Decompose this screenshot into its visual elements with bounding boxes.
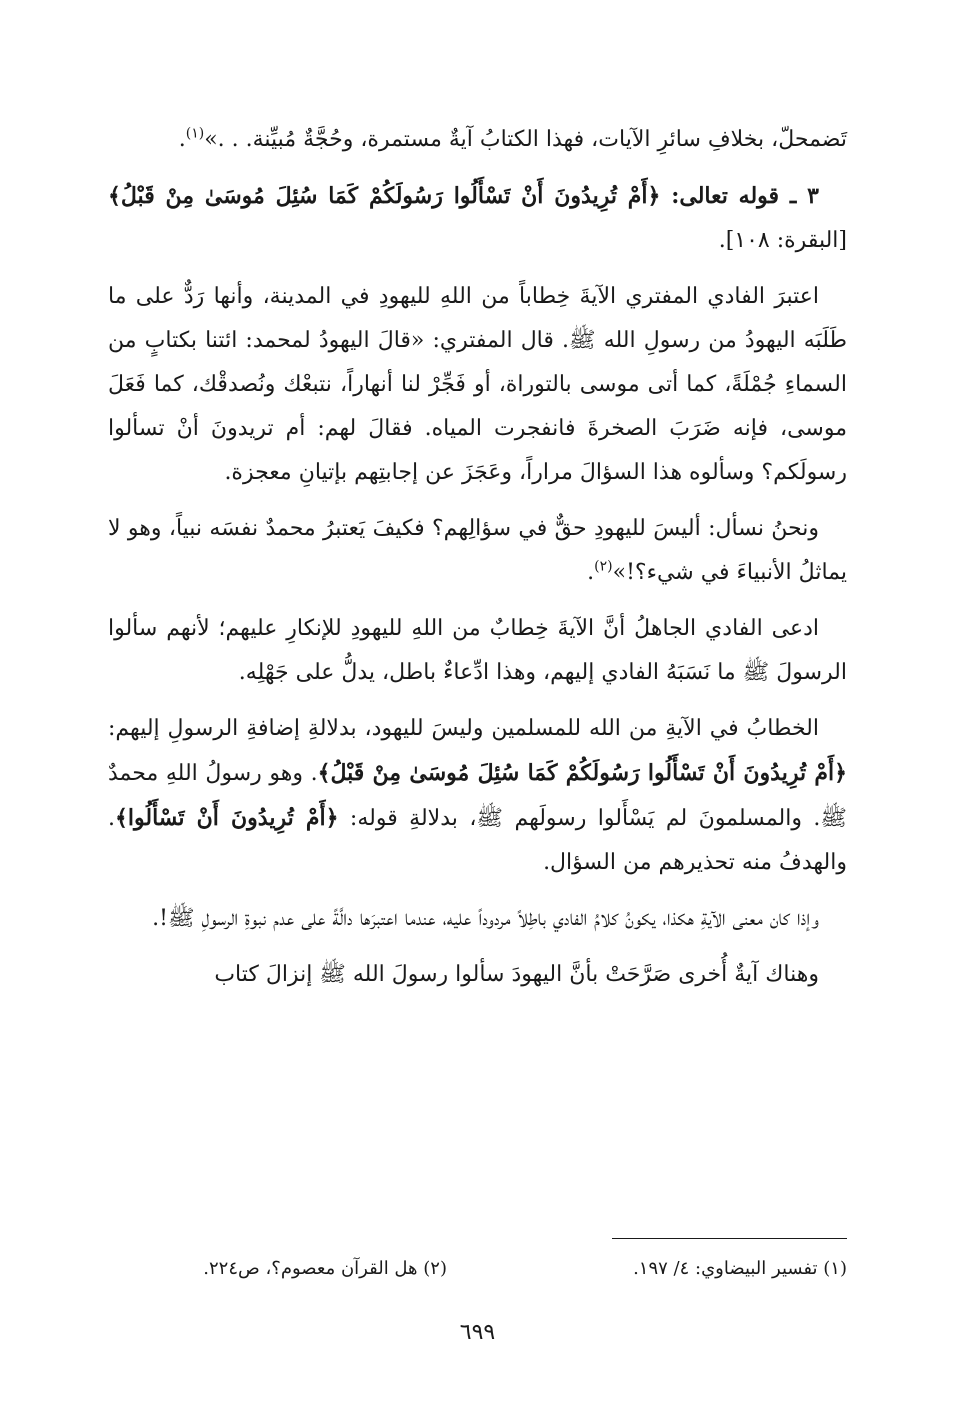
page-body bbox=[108, 118, 847, 1009]
paragraph-6 bbox=[108, 707, 847, 885]
paragraph-4-text: ونحنُ نسأل: أليسَ لليهودِ حقٌّ في سؤالِهم؟ فكيفَ يَعتبرُ محمدٌ نفسَه نبياً، وهو لا يماثلُ الأنبياءَ في شيء؟!» bbox=[108, 516, 847, 585]
paragraph-3: اعتبرَ الفادي المفتري الآيةَ خِطاباً من اللهِ لليهودِ في المدينة، وأنها رَدٌّ على ما طَلَبَه اليهودُ من رسولِ الله ﷺ. قال المفتري: «قالَ اليهودُ لمحمد: ائتنا بكتابٍ من السماءِ جُمْلَةً، كما أتى موسى بالتوراة، أو فَجِّرْ لنا أنهاراً، نتبعْك ونُصدقْك، كما فَعَلَ موسى، فإنه ضَرَبَ الصخرةَ فانفجرت المياه. فقالَ لهم: أم تريدونَ أنْ تسألوا رسولَكم؟ وسألوه هذا السؤالَ مراراً، وعَجَزَ عن إجابتِهم بإتيانِ معجزة. bbox=[108, 284, 847, 485]
footnote-marker-1: (١) bbox=[185, 125, 205, 142]
paragraph-6-lead: الخطابُ في الآيةِ من الله للمسلمين وليسَ لليهود، بدلالةِ إضافةِ الرسولِ إليهم: bbox=[108, 716, 819, 741]
paragraph-4 bbox=[108, 507, 847, 595]
paragraph-6-mid: . وهو رسولُ اللهِ محمدٌ ﷺ. والمسلمونَ لم يَسْأَلوا رسولَهم ﷺ، بدلالةِ قوله: bbox=[108, 761, 847, 831]
quran-verse: ﴿أَمْ تُرِيدُونَ أَنْ تَسْأَلُوا رَسُولَكُمْ كَمَا سُئِلَ مُوسَىٰ مِنْ قَبْلُ﴾ bbox=[108, 183, 661, 209]
verse-reference: [البقرة: ١٠٨]. bbox=[718, 228, 847, 253]
paragraph-7: وإذا كان معنى الآيةِ هكذا، يكونُ كلامُ الفادي باطِلاً مردوداً عليه، عندما اعتبرَها دالَّةً على عدم نبوةِ الرسولِ ﷺ!. bbox=[152, 906, 819, 931]
footnote-marker-2: (٢) bbox=[594, 558, 613, 575]
quran-verse-2: ﴿أَمْ تُرِيدُونَ أَنْ تَسْأَلُوا رَسُولَكُمْ كَمَا سُئِلَ مُوسَىٰ مِنْ قَبْلُ﴾ bbox=[317, 760, 848, 786]
quran-verse-3: ﴿أَمْ تُرِيدُونَ أَنْ تَسْأَلُوا﴾ bbox=[115, 805, 339, 831]
page-number: ٦٩٩ bbox=[459, 1320, 496, 1345]
footnotes bbox=[108, 1258, 847, 1288]
paragraph-1-text: تَضمحلّ، بخلافِ سائرِ الآيات، فهذا الكتابُ آيةٌ مستمرة، وحُجَّةٌ مُبيِّنة. . .» bbox=[204, 127, 847, 152]
paragraph-5: ادعى الفادي الجاهلُ أنَّ الآيةَ خِطابٌ من اللهِ لليهودِ للإنكارِ عليهم؛ لأنهم سألوا الرسولَ ﷺ ما نَسَبَهُ الفادي إليهم، وهذا ادِّعاءٌ باطل، يدلُّ على جَهْلِه. bbox=[108, 616, 847, 685]
paragraph-1 bbox=[108, 118, 847, 162]
verse-number-label: ٣ ـ قوله تعالى: bbox=[660, 183, 819, 209]
paragraph-4-tail: . bbox=[587, 560, 595, 585]
footnote-2: (٢) هل القرآن معصوم؟، ص٢٢٤. bbox=[203, 1258, 447, 1279]
paragraph-1-tail: . bbox=[178, 127, 186, 152]
paragraph-verse-heading bbox=[108, 174, 847, 263]
footnote-1: (١) تفسير البيضاوي: ٤/ ١٩٧. bbox=[633, 1258, 847, 1279]
footnote-divider bbox=[612, 1238, 847, 1239]
paragraph-6-tail: . والهدفُ منه تحذيرهم من السؤال. bbox=[108, 806, 847, 875]
paragraph-8: وهناك آيةٌ أُخرى صَرَّحَتْ بأنَّ اليهودَ سألوا رسولَ الله ﷺ إنزالَ كتاب bbox=[214, 962, 819, 987]
